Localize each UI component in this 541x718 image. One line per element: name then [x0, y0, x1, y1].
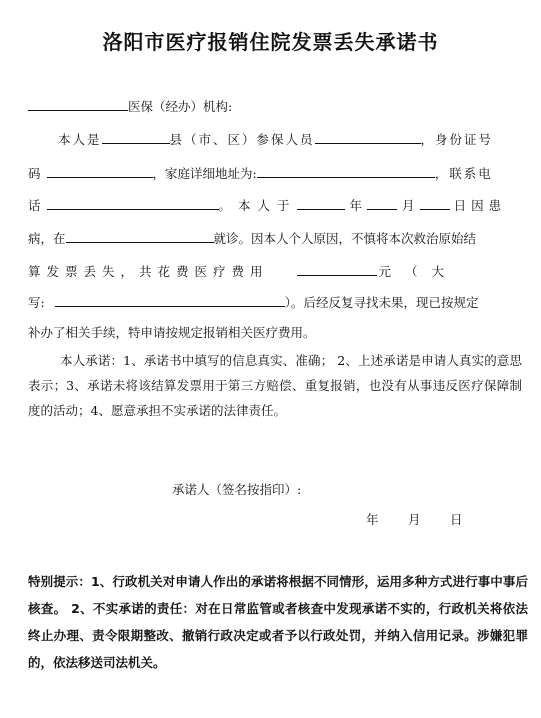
body-line-5 — [28, 261, 520, 281]
text-l5a: 算发票丢失，共花费医疗费用 — [28, 264, 269, 279]
blank-county[interactable] — [102, 129, 170, 144]
blank-year[interactable] — [297, 195, 345, 210]
addressee-suffix: 医保（经办）机构: — [128, 99, 233, 114]
text-l7: 补办了相关手续，特申请按规定报销相关医疗费用。 — [28, 325, 316, 340]
blank-address[interactable] — [257, 163, 435, 178]
addressee-line — [28, 96, 520, 116]
text-l2a: 码 — [28, 166, 41, 181]
text-l5b: 元（大 — [378, 264, 459, 279]
text-l3d: 月 — [402, 198, 415, 213]
text-l3c: 年 — [349, 198, 363, 213]
body-line-4 — [28, 228, 520, 248]
text-l2c: ，联系电 — [434, 166, 493, 181]
blank-amount[interactable] — [297, 261, 377, 276]
body-line-6 — [28, 292, 520, 312]
blank-institution[interactable] — [28, 96, 128, 111]
body-line-7 — [28, 323, 520, 343]
sign-month-label: 月 — [408, 512, 421, 527]
text-l1a: 本人是 — [58, 132, 102, 147]
text-l1b: 县（市、区）参保人员 — [169, 132, 315, 147]
blank-day[interactable] — [420, 195, 450, 210]
blank-amount-words[interactable] — [55, 292, 285, 307]
body-line-3 — [28, 195, 520, 215]
signature-label: 承诺人（签名按指印）: — [172, 482, 302, 497]
text-l4a: 病，在 — [28, 231, 66, 246]
blank-phone[interactable] — [47, 195, 219, 210]
text-l1c: ，身份证号 — [420, 132, 494, 147]
sign-day-label: 日 — [450, 512, 463, 527]
text-l6a: 写: — [28, 295, 45, 310]
blank-month[interactable] — [367, 195, 397, 210]
document-title: 洛阳市医疗报销住院发票丢失承诺书 — [102, 30, 439, 54]
blank-id-number[interactable] — [47, 163, 153, 178]
blank-insured-name[interactable] — [315, 129, 421, 144]
text-l3b: 。本人于 — [218, 198, 297, 213]
sign-year-label: 年 — [366, 512, 379, 527]
text-l6b: ）。后经反复寻找未果，现已按规定 — [284, 295, 479, 310]
blank-hospital[interactable] — [66, 228, 214, 243]
text-l2b: ，家庭详细地址为: — [152, 166, 257, 181]
body-line-2 — [28, 163, 520, 183]
text-l4b: 就诊。因本人个人原因，不慎将本次救治原始结 — [213, 231, 477, 246]
text-l3e: 日因患 — [453, 198, 507, 213]
pledge-paragraph: 本人承诺：1、承诺书中填写的信息真实、准确； 2、上述承诺是申请人真实的意思表示；3、承诺未将该结算发票用于第三方赔偿、重复报销，也没有从事违反医疗保障制度的活动；4、愿意承担不实承诺的法律责任。 — [28, 353, 522, 418]
special-notice: 特别提示：1、行政机关对申请人作出的承诺将根据不同情形，运用多种方式进行事中事后核查。 2、不实承诺的责任：对在日常监管或者核查中发现承诺不实的，行政机关将依法终止办理、责令限期整改、撤销行政决定或者予以行政处罚，并纳入信用记录。涉嫌犯罪的，依法移送司法机关。 — [28, 574, 528, 670]
body-line-1 — [28, 129, 520, 149]
text-l3a: 话 — [28, 198, 41, 213]
